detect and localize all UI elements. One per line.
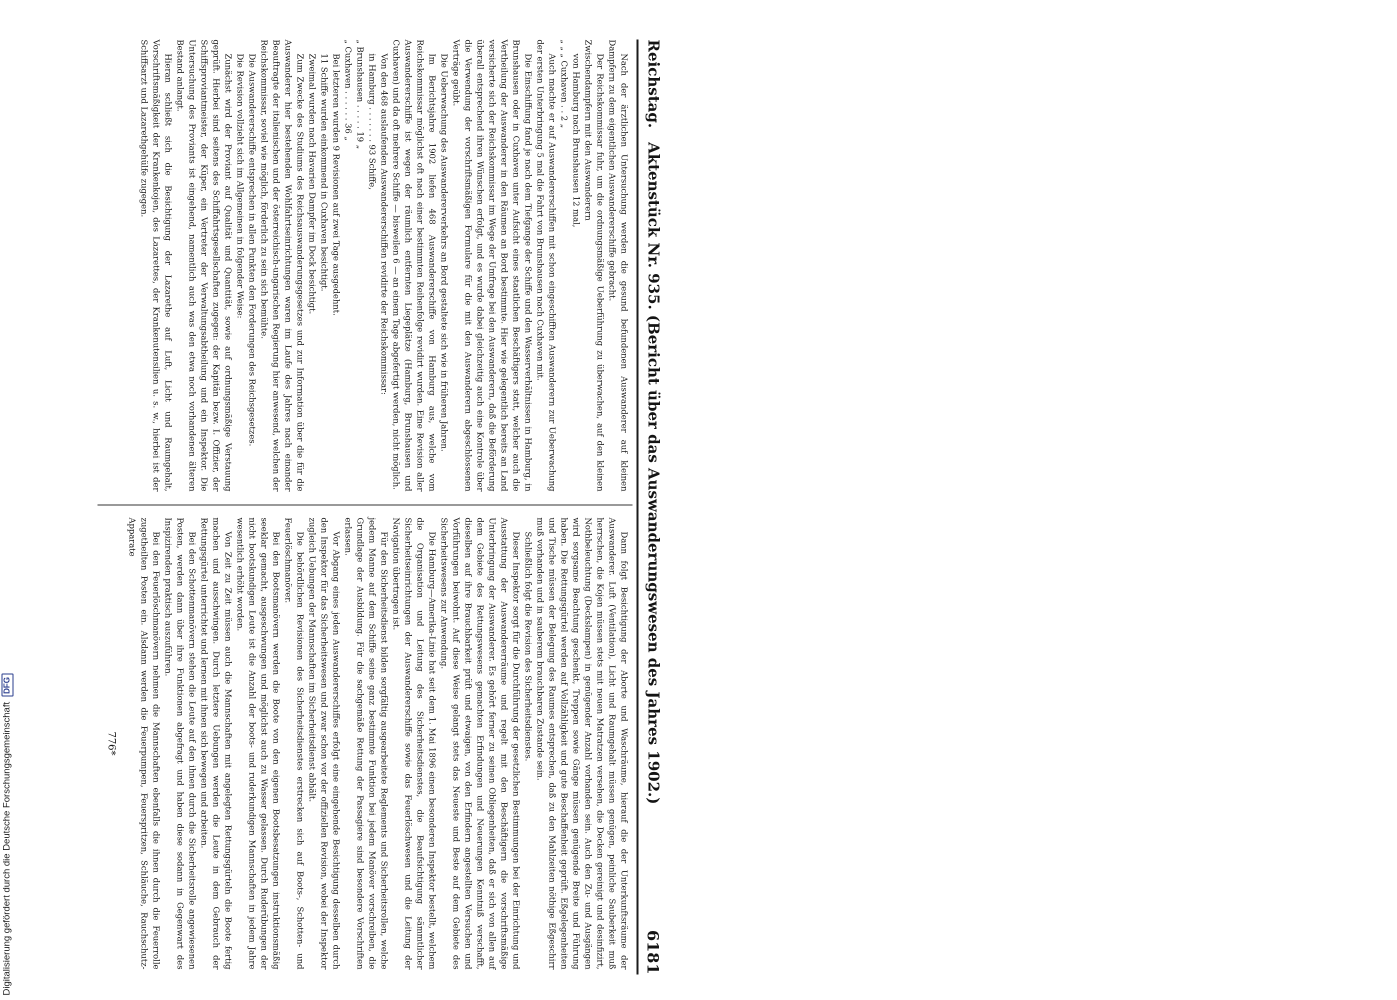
- page-number: 6181: [644, 929, 663, 975]
- paragraph: Im Berichtsjahre 1902 liefen 468 Auswandererschiffe von Hamburg aus, welche vom Reichskommissar möglichst oft nach einer bestimmten Reihenfolge revidirt wurden. Eine Revision aller Auswandererschiffe ist wegen der räumlich entfernten Liegeplätze (Hamburg, Brunshausen und Cuxhaven) und da oft mehrere Schiffe — bisweilen 6 — an einem Tage abgefertigt werden, nicht möglich.: [391, 39, 438, 492]
- paragraph: Die behördlichen Revisionen des Sicherheitsdienstes erstrecken sich auf Boots-, Schotten- und Feuerlöschmanöver.: [283, 517, 306, 970]
- paragraph: Bei den Feuerlöschmanövern nehmen die Mannschaften ebenfalls die ihnen durch die Feuerrolle zugetheilten Posten ein. Alsdann werden die Feuerpumpen, Feuerspritzen, Schläuche, Rauchschutz-Apparate: [127, 517, 162, 970]
- right-column: [127, 518, 631, 970]
- paragraph: 11 Schiffe wurden einkommend in Cuxhaven besichtigt.: [319, 53, 330, 292]
- paragraph: Die Ueberwachung des Auswandererverkehrs an Bord gestaltete sich wie in früheren Jahren.: [439, 53, 450, 452]
- credit-text: Digitalisierung gefördert durch die Deutsche Forschungsgemeinschaft: [1, 701, 13, 996]
- paragraph: Dann folgt Besichtigung der Aborte und Waschräume, hierauf die der Unterkunftsräume der Auswanderer. Luft (Ventilation), Licht und Raumgehalt müssen genügen, peinliche Sauberkeit muß herrschen, die Kojen müssen stets mit neuen Matratzen versehen, die Decken gereinigt und desinfizirt, Nothbeleuchtung (Deckslampen) in genügender Anzahl vorhanden sein. Auch den Zu- und Ausgängen wird sorgsame Beachtung geschenkt, Treppen sowie Gänge müssen genügende Breite und Führung haben. Die Rettungsgürtel werden auf Vollzähligkeit und gute Beschaffenheit geprüft. Eßgelegenheiten und Tische müssen der Belegung des Raumes entsprechen, daß zu den Mahlzeiten nöthige Eßgeschirr muß vorhanden und in sauberem brauchbaren Zustande sein.: [535, 517, 630, 970]
- page-header: [637, 40, 669, 975]
- paragraph: Hieran schließt sich die Besichtigung der Lazarethe auf Luft, Licht und Raumgehalt, Vorschriftsmäßigkeit der Krankenkojen, des Lazarettes, der Krankenutensilien u. s. w., hierbei ist der Schiffsarzt und Lazarethgehülfe zugegen.: [139, 39, 174, 492]
- paragraph: Zweimal wurden nach Havarien Dampfer im Dock besichtigt.: [307, 53, 318, 315]
- funding-credit: [0, 575, 16, 1000]
- paragraph: Für den Sicherheitsdienst bilden sorgfältig ausgearbeitete Reglements und Sicherheitsrollen, welche jedem Manne auf dem Schiffe seine ganz bestimmte Funktion bei jedem Manöver vorschreiben, die Grundlage der Ausbildung. Für die sachgemäße Rettung der Passagiere sind besondere Vorschriften erlassen.: [343, 517, 390, 970]
- newspaper-page: [89, 40, 669, 975]
- paragraph: in Hamburg . . . . . . . 93 Schiffe, „ Brunshausen . . . . . 19 „ „ Cuxhaven . . . . . . 36 „: [343, 39, 378, 190]
- header-title: Aktenstück Nr. 935. (Bericht über das Auswanderungswesen des Jahres 1902.): [644, 142, 663, 805]
- dfg-logo-icon: DFG: [2, 674, 14, 697]
- paragraph: Dieser Inspektor sorgt für die Durchführung der gesetzlichen Bestimmungen bei der Einrichtung und Ausstattung der Auswandererräume und regelt mit den Beschäftigern die vorschriftsmäßige Unterbringung der Auswanderer. Es gehört ferner zu seinen Obliegenheiten, daß er sich von allen auf dem Gebiete des Rettungswesens gemachten Erfindungen und Neuerungen Kenntniß verschafft, dieselben auf ihre Brauchbarkeit prüft und etwaigen, von den Erfindern angestellten Versuchen und Vorführungen beiwohnt. Auf diese Weise gelangt stets das Neueste und Beste auf dem Gebiete des Sicherheitswesens zur Anwendung.: [439, 517, 522, 970]
- header-section: Reichstag.: [644, 39, 663, 129]
- paragraph: Vor Abgang eines jeden Auswandererschiffes erfolgt eine eingehende Besichtigung desselben durch den Inspektor für das Sicherheitswesen und zwar schon vor der offiziellen Revision, wobei der Inspektor zugleich Uebungen der Mannschaften im Sicherheitsdienst abhält.: [307, 517, 342, 970]
- paragraph: Schließlich folgt die Revision des Sicherheitsdienstes.: [523, 531, 534, 762]
- paragraph: Die Revision vollzieht sich im Allgemeinen in folgender Weise:: [235, 53, 246, 319]
- scanned-page-area: [88, 40, 1378, 975]
- credit-line: [0, 581, 16, 996]
- paragraph: Bei den Bootsmanövern werden die Boote von den eigenen Bootsbesatzungen instruktionsmäßig seeklar gemacht, ausgeschwungen und möglichst auch zu Wasser gelassen. Durch Ruderübungen der nicht bootskundigen Leute ist die Anzahl der boots- und ruderkundigen Mannschaften in jedem Jahre wesentlich erhöht worden.: [235, 517, 282, 970]
- paragraph: Auch machte er auf Auswandererschiffen mit schon eingeschifften Auswanderern zur Ueberwachung der ersten Unterbringung 5 mal die Fahrt von Brunshausen nach Cuxhaven mit.: [535, 39, 558, 492]
- paragraph: Zum Zwecke des Studiums des Reichsauswanderungsgesetzes und zur Information über die für die Auswanderer hier bestehenden Wohlfahrtseinrichtungen waren im Laufe des Jahres nach einander Beauftragte der italienischen und der österreichisch-ungarischen Regierung hier anwesend, welchen der Reichskommissar, soviel wie möglich, förderlich zu sein sich bemühte.: [259, 39, 306, 492]
- paragraph: Zunächst wird der Proviant auf Qualität und Quantität, sowie auf ordnungsmäßige Verstauung geprüft. Hierbei sind seitens des Schiffahrtsgesellschaften zugegen: der Kapitän bezw. I. Offizier, der Schiffsproviantmeister, der Küper, ein Vertreter der Verwaltungsabtheilung und ein Inspektor. Die Untersuchung des Proviants ist eingehend, namentlich auch was den etwa noch vorhandenen älteren Bestand anlangt.: [175, 39, 234, 492]
- paragraph: Die Einschiffung fand je nach dem Tiefgange der Schiffe und den Wasserverhältnissen in Hamburg, in Brunshausen oder in Cuxhaven unter Aufsicht eines staatlichen Beschäftigers statt, welcher auch die Vertheilung der Auswanderer in den Räumen an Bord bestimmte. Hier wie gelegentlich bereits an Land versicherte sich der Reichskommissar im Wege der Umfrage bei den Auswanderern, daß die Beförderung überall entsprechend ihren Wünschen erfolgt, und es wurde dabei gleichzeitig auch eine Kontrole über die Verwendung der vorschriftsmäßigen Formulare für die mit den Auswanderern abgeschlossenen Verträge geübt.: [451, 39, 534, 492]
- column-divider: [98, 505, 633, 506]
- paragraph: Bei den Schottenmanövern stehen die Leute auf den ihnen durch die Sicherheitsrolle angewiesenen Posten, werden dann über ihre Funktionen abgefragt und haben diese sodann in Gegenwart des Inspizirenden praktisch auszuführen.: [163, 517, 198, 970]
- paragraph: Die Auswandererschiffe entsprechen in allen Punkten den Forderungen des Reichsgesetzes.: [247, 53, 258, 447]
- paragraph: Nach der ärztlichen Untersuchung werden die gesund befundenen Auswanderer auf kleinen Dampfern zu dem eigentlichen Auswandererschiffe gebracht.: [607, 39, 630, 492]
- paragraph: Der Reichskommissar fuhr, um die ordnungsmäßige Ueberführung zu überwachen, auf den kleinen Zwischendampfern mit den Auswanderern: [583, 39, 606, 492]
- paragraph: Die Hamburg—Amerika-Linie hat seit dem 1. Mai 1896 einen besonderen Inspektor bestellt, welchem die Organisation und Leitung des Sicherheitsdienstes, die Beaufsichtigung sämmtlicher Sicherheitseinrichtungen der Auswandererschiffe sowie das Feuerlöschwesen und die Leitung der Navigation übertragen ist.: [391, 517, 438, 970]
- footer-mark: 776*: [105, 731, 117, 756]
- paragraph: Von den 468 auslaufenden Auswandererschiffen revidirte der Reichskommissar:: [379, 53, 390, 395]
- paragraph: Von Zeit zu Zeit müssen auch die Mannschaften mit angelegten Rettungsgürteln die Boote fertig machen und ausschwingen. Durch letztere Uebungen werden die Leute in dem Gebrauch der Rettungsgürtel unterrichtet und lernen mit ihnen sich bewegen und arbeiten.: [199, 517, 234, 970]
- left-column: [139, 40, 631, 492]
- paragraph: Bei letzteren wurden 9 Revisionen auf zwei Tage ausgedehnt.: [331, 53, 342, 316]
- paragraph: von Hamburg nach Brunshausen 12 mal, „ „ „ Cuxhaven . . 2 „: [559, 39, 582, 228]
